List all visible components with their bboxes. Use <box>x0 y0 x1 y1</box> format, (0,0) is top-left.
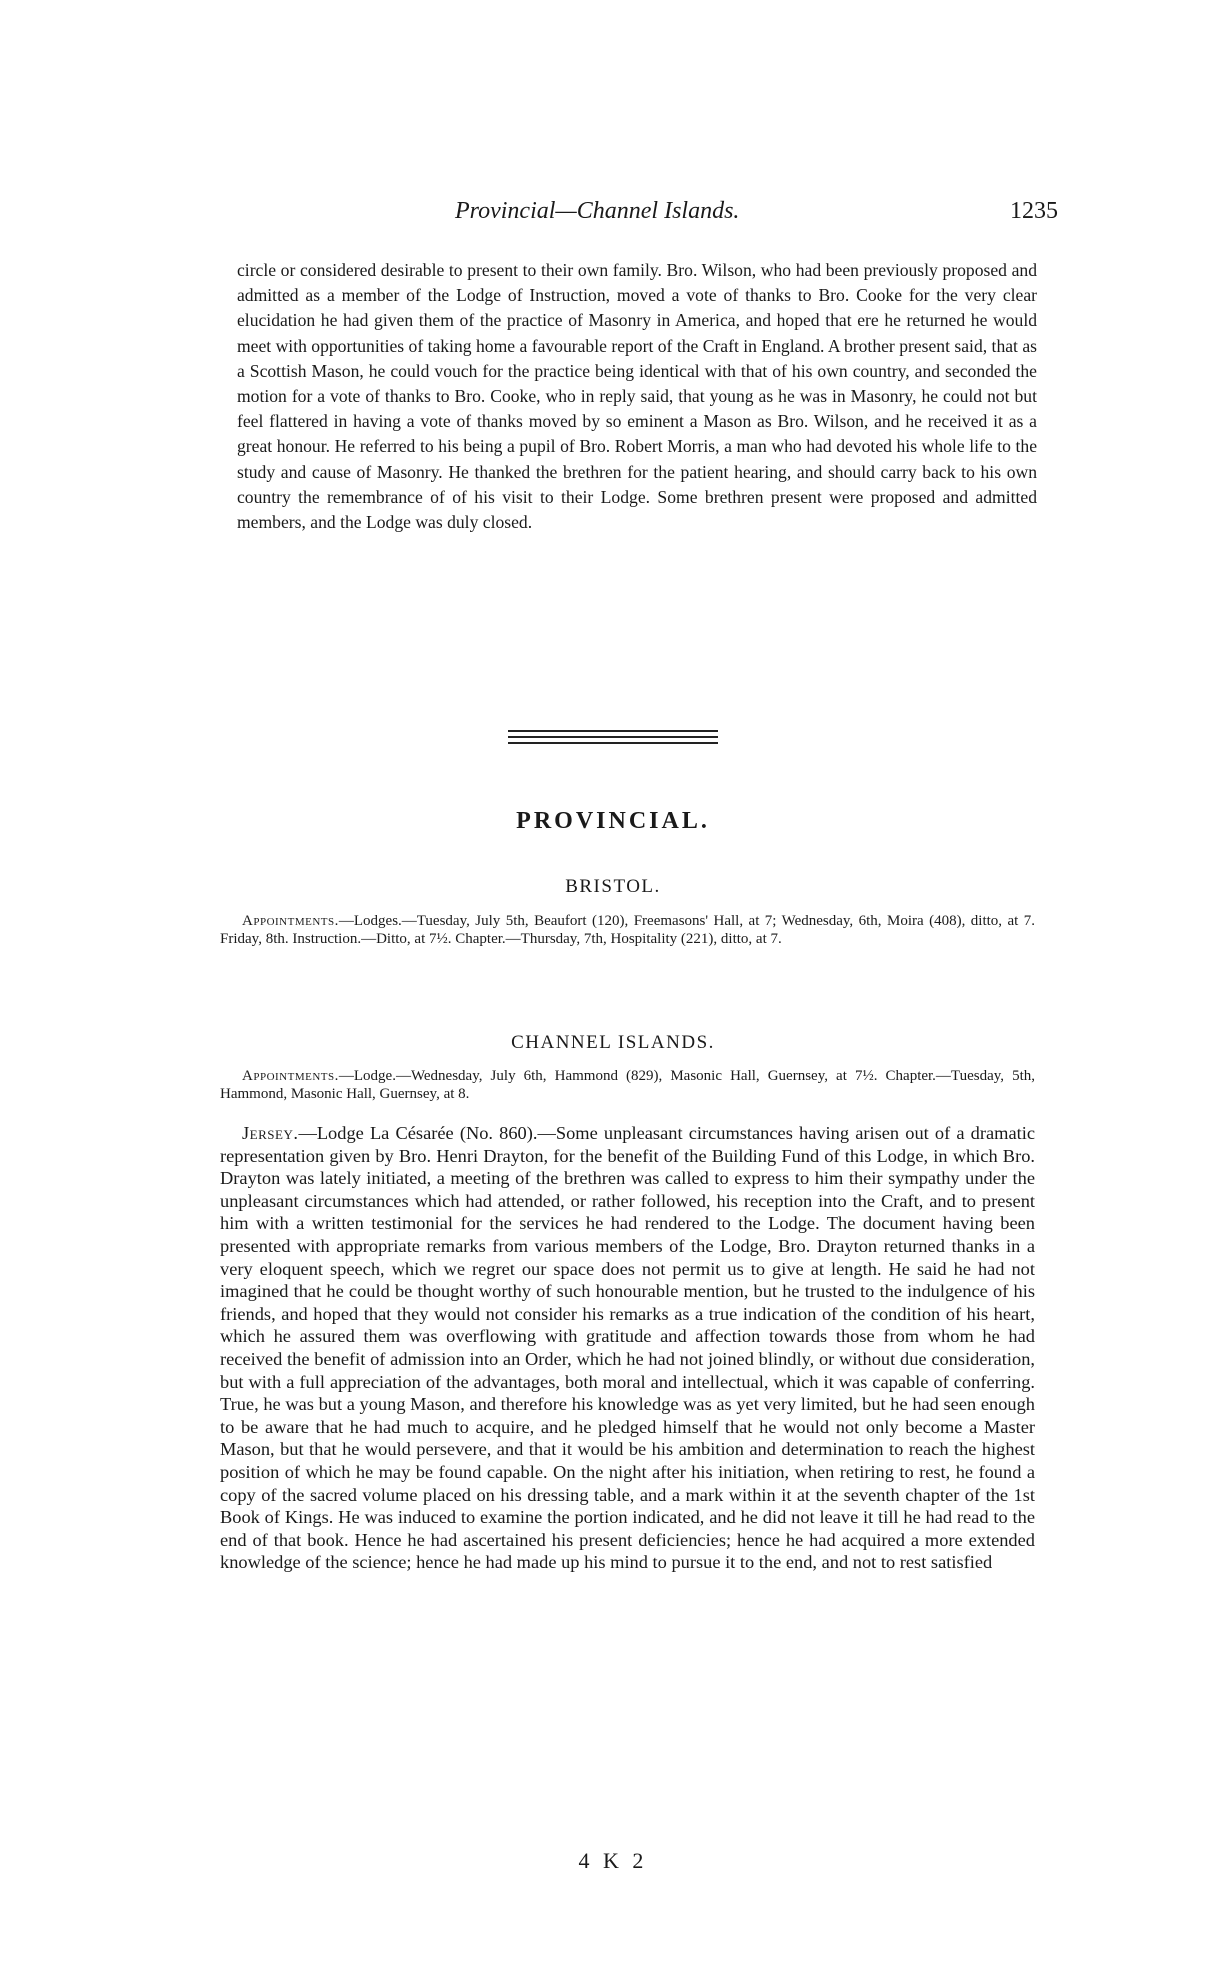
bristol-heading: BRISTOL. <box>565 876 661 897</box>
section-divider <box>508 730 718 748</box>
divider-rule-bottom <box>508 742 718 744</box>
jersey-text: —Lodge La Césarée (No. 860).—Some unpleasant circumstances having arisen out of a dramatic representation given by Bro. Henri Drayton, for the benefit of the Building Fund of this Lodge, in which Bro. Drayton was lately initiated, a meeting of the brethren was called to express to him their sympathy under the unpleasant circumstances which had attended, or rather followed, his reception into the Craft, and to present him with a written testimonial for the services he had rendered to the Lodge. The document having been presented with appropriate remarks from various members of the Lodge, Bro. Drayton returned thanks in a very eloquent speech, which we regret our space does not permit us to give at length. He said he had not imagined that he could be thought worthy of such honourable mention, but he trusted to the indulgence of his friends, and hoped that they would not consider his remarks as a true indication of the condition of his heart, which he assured them was overflowing with gratitude and affection towards those from whom he had received the benefit of admission into an Order, which he had not joined blindly, or without due consideration, but with a full appreciation of the advantages, both moral and intellectual, which it was capable of conferring. True, he was but a young Mason, and therefore his knowledge was as yet very limited, but he had seen enough to be aware that he had much to acquire, and he pledged himself that he would not only become a Master Mason, but that he would persevere, and that it would be his ambition and determination to reach the highest position of which he may be found capable. On the night after his initiation, when retiring to rest, he found a copy of the sacred volume placed on his dressing table, and a mark within it at the seventh chapter of the 1st Book of Kings. He was induced to examine the portion indicated, and he did not leave it till he had read to the end of that book. Hence he had ascertained his present deficiencies; hence he had acquired a more extended knowledge of the science; hence he had made up his mind to pursue it to the end, and not to rest satisfied <box>220 1123 1035 1573</box>
channel-islands-appointments <box>220 1067 1035 1103</box>
bristol-appointments-lead: Appointments. <box>242 913 339 929</box>
running-title: Provincial—Channel Islands. <box>455 198 740 224</box>
divider-rule-top <box>508 730 718 732</box>
running-head <box>455 198 1058 225</box>
page-number: 1235 <box>1010 198 1058 224</box>
continuation-paragraph-text: circle or considered desirable to present to their own family. Bro. Wilson, who had been previously proposed and admitted as a member of the Lodge of Instruction, moved a vote of thanks to Bro. Cooke for the very clear elucidation he had given them of the practice of Masonry in America, and hoped that ere he returned he would meet with opportunities of taking home a favourable report of the Craft in England. A brother present said, that as a Scottish Mason, he could vouch for the practice being identical with that of his own country, and seconded the motion for a vote of thanks to Bro. Cooke, who in reply said, that young as he was in Masonry, he could not but feel flattered in having a vote of thanks moved by so eminent a Mason as Bro. Wilson, and he received it as a great honour. He referred to his being a pupil of Bro. Robert Morris, a man who had devoted his whole life to the study and cause of Masonry. He thanked the brethren for the patient hearing, and should carry back to his own country the remembrance of of his visit to their Lodge. Some brethren present were proposed and admitted members, and the Lodge was duly closed. <box>237 260 1037 533</box>
jersey-lead: Jersey. <box>242 1123 299 1143</box>
channel-islands-heading: CHANNEL ISLANDS. <box>511 1032 715 1053</box>
channel-islands-appointments-text: —Lodge.—Wednesday, July 6th, Hammond (829), Masonic Hall, Guernsey, at 7½. Chapter.—Tuesday, 5th, Hammond, Masonic Hall, Guernsey, at 8. <box>220 1068 1035 1102</box>
channel-islands-appointments-lead: Appointments. <box>242 1068 339 1084</box>
signature-mark: 4 K 2 <box>578 1848 648 1873</box>
section-heading: PROVINCIAL. <box>516 808 710 834</box>
bristol-appointments <box>220 912 1035 948</box>
continuation-paragraph <box>237 258 1037 535</box>
jersey-paragraph <box>220 1122 1035 1574</box>
bristol-appointments-text: —Lodges.—Tuesday, July 5th, Beaufort (120), Freemasons' Hall, at 7; Wednesday, 6th, Moira (408), ditto, at 7. Friday, 8th. Instruction.—Ditto, at 7½. Chapter.—Thursday, 7th, Hospitality (221), ditto, at 7. <box>220 913 1035 947</box>
divider-rule-middle <box>508 736 718 738</box>
